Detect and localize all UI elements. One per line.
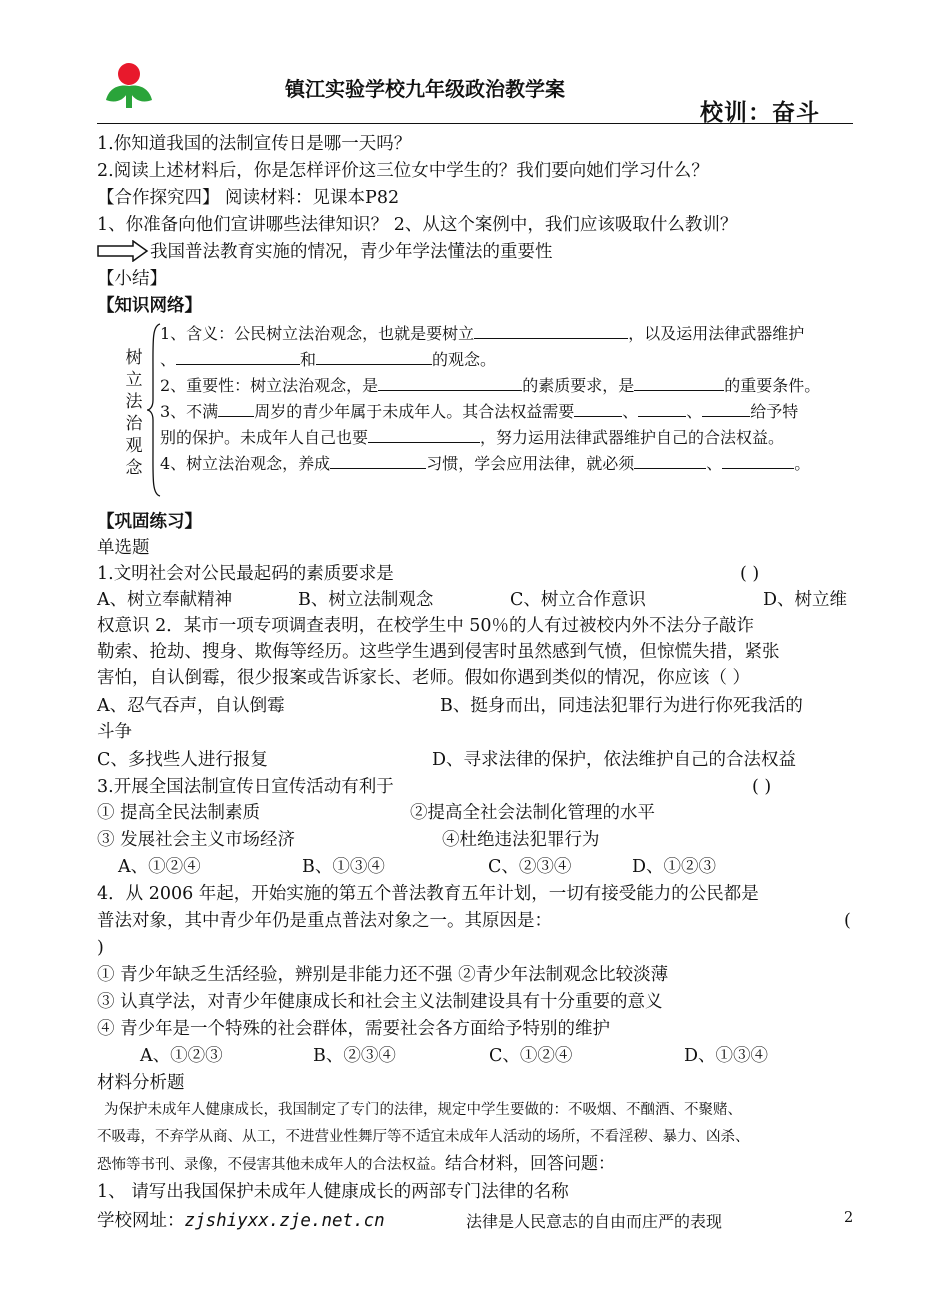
- blank: [574, 400, 622, 417]
- mc-q3-c: C、②③④: [488, 857, 572, 877]
- mc-q2-line-1: 权意识 2．某市一项专项调查表明，在校学生中 50％的人有过被校内外不法分子敲诈: [97, 616, 755, 636]
- blank: [368, 426, 480, 443]
- mc-q4-a: A、①②③: [140, 1046, 223, 1066]
- material-analysis-label: 材料分析题: [97, 1073, 185, 1093]
- knowledge-network-heading: 【知识网络】: [97, 296, 202, 316]
- logo-icon: [103, 60, 155, 112]
- school-logo: [103, 60, 155, 112]
- mc-q2-c: C、多找些人进行报复: [97, 750, 268, 770]
- mc-q4-option-4: ④ 青少年是一个特殊的社会群体，需要社会各方面给予特别的维护: [97, 1019, 611, 1039]
- material-line-2: 不吸毒，不弃学从商、从工，不进营业性舞厅等不适宜未成年人活动的场所，不看淫秽、暴力、凶杀、: [97, 1129, 750, 1145]
- mc-q1-a: A、树立奉献精神: [97, 590, 233, 610]
- mc-q3-option-4: ④杜绝违法犯罪行为: [442, 830, 600, 850]
- blank: [218, 400, 254, 417]
- network-line-1: 1、含义：公民树立法治观念，也就是要树立 ，以及运用法律武器维护: [160, 324, 805, 343]
- question-2: 2.阅读上述材料后，你是怎样评价这三位女中学生的？我们要向她们学习什么？: [97, 161, 709, 181]
- footer-site: 学校网址：zjshiyxx.zje.net.cn: [97, 1211, 385, 1231]
- blank: [330, 452, 426, 469]
- mc-q1-answer: ( ): [740, 564, 760, 584]
- page-title: 镇江实验学校九年级政治教学案: [285, 77, 565, 101]
- material-question-1: 1、 请写出我国保护未成年人健康成长的两部专门法律的名称: [97, 1182, 569, 1202]
- mc-q3: 3.开展全国法制宣传日宣传活动有利于: [97, 777, 394, 797]
- network-line-2: 、 和 的观念。: [160, 350, 497, 369]
- mc-q2-b: B、挺身而出，同违法犯罪行为进行你死我活的: [440, 696, 803, 716]
- network-side-label: 树立法治观念: [125, 348, 143, 478]
- mc-q4-line-1: 4．从 2006 年起，开始实施的第五个普法教育五年计划，一切有接受能力的公民都是: [97, 884, 759, 904]
- mc-q3-option-2: ②提高全社会法制化管理的水平: [410, 803, 655, 823]
- network-line-6: 4、树立法治观念，养成 习惯，学会应用法律，就必须 、 。: [160, 454, 811, 473]
- mc-q1-c: C、树立合作意识: [510, 590, 646, 610]
- material-line-3: 恐怖等书刊、录像，不侵害其他未成年人的合法权益。结合材料，回答问题：: [97, 1154, 615, 1174]
- mc-q3-option-3: ③ 发展社会主义市场经济: [97, 830, 296, 850]
- blank: [176, 348, 300, 365]
- mc-q4-answer-open: (: [844, 911, 851, 931]
- header-rule: [97, 123, 853, 124]
- mc-q3-answer: ( ): [752, 777, 772, 797]
- mc-q1-b: B、树立法制观念: [298, 590, 434, 610]
- material-line-1: 为保护未成年人健康成长，我国制定了专门的法律，规定中学生要做的：不吸烟、不酗酒、不聚赌、: [104, 1102, 742, 1118]
- summary-heading: 【小结】: [97, 269, 167, 289]
- blank: [316, 348, 432, 365]
- mc-q2-a: A、忍气吞声，自认倒霉: [97, 696, 285, 716]
- blank: [634, 452, 706, 469]
- mc-q4-line-2: 普法对象，其中青少年仍是重点普法对象之一。其原因是：: [97, 911, 552, 931]
- mc-q3-a: A、①②④: [118, 857, 201, 877]
- mc-q2-line-2: 勒索、抢劫、搜身、欺侮等经历。这些学生遇到侵害时虽然感到气愤，但惊慌失措，紧张: [97, 642, 780, 662]
- footer-site-url[interactable]: zjshiyxx.zje.net.cn: [184, 1211, 385, 1231]
- mc-q4-c: C、①②④: [489, 1046, 573, 1066]
- mc-q2-line-3: 害怕，自认倒霉，很少报案或告诉家长、老师。假如你遇到类似的情况，你应该（ ）: [97, 668, 751, 688]
- mc-q4-answer-close: ): [97, 938, 104, 958]
- network-line-5: 别的保护。未成年人自己也要 ，努力运用法律武器维护自己的合法权益。: [160, 428, 785, 447]
- mc-q4-b: B、②③④: [313, 1046, 396, 1066]
- blank: [634, 374, 724, 391]
- single-choice-label: 单选题: [97, 538, 150, 558]
- mc-q2-d: D、寻求法律的保护，依法维护自己的合法权益: [432, 750, 797, 770]
- practice-heading: 【巩固练习】: [97, 512, 202, 532]
- blank: [722, 452, 794, 469]
- page-number: 2: [844, 1210, 854, 1226]
- footer-slogan: 法律是人民意志的自由而庄严的表现: [466, 1212, 723, 1231]
- mc-q1: 1.文明社会对公民最起码的素质要求是: [97, 564, 394, 584]
- mc-q3-d: D、①②③: [632, 857, 717, 877]
- coop-questions: 1、你准备向他们宣讲哪些法律知识？ 2、从这个案例中，我们应该吸取什么教训？: [97, 215, 738, 235]
- arrow-conclusion: 我国普法教育实施的情况，青少年学法懂法的重要性: [150, 242, 553, 262]
- mc-q2-b-cont: 斗争: [97, 722, 132, 742]
- network-line-3: 2、重要性：树立法治观念，是 的素质要求，是 的重要条件。: [160, 376, 821, 395]
- coop-section-4: 【合作探究四】 阅读材料：见课本P82: [97, 188, 400, 208]
- blank: [474, 322, 628, 339]
- blank: [702, 400, 750, 417]
- mc-q4-option-1-2: ① 青少年缺乏生活经验，辨别是非能力还不强 ②青少年法制观念比较淡薄: [97, 965, 669, 985]
- mc-q1-d: D、树立维: [763, 590, 848, 610]
- arrow-icon: [97, 240, 149, 262]
- network-line-4: 3、不满 周岁的青少年属于未成年人。其合法权益需要 、 、 给予特: [160, 402, 799, 421]
- school-motto: 校训：奋斗: [700, 100, 820, 126]
- question-1: 1.你知道我国的法制宣传日是哪一天吗？: [97, 134, 412, 154]
- blank: [378, 374, 522, 391]
- mc-q3-option-1: ① 提高全民法制素质: [97, 803, 261, 823]
- mc-q4-d: D、①③④: [684, 1046, 769, 1066]
- mc-q4-option-3: ③ 认真学法，对青少年健康成长和社会主义法制建设具有十分重要的意义: [97, 992, 663, 1012]
- blank: [638, 400, 686, 417]
- mc-q3-b: B、①③④: [302, 857, 385, 877]
